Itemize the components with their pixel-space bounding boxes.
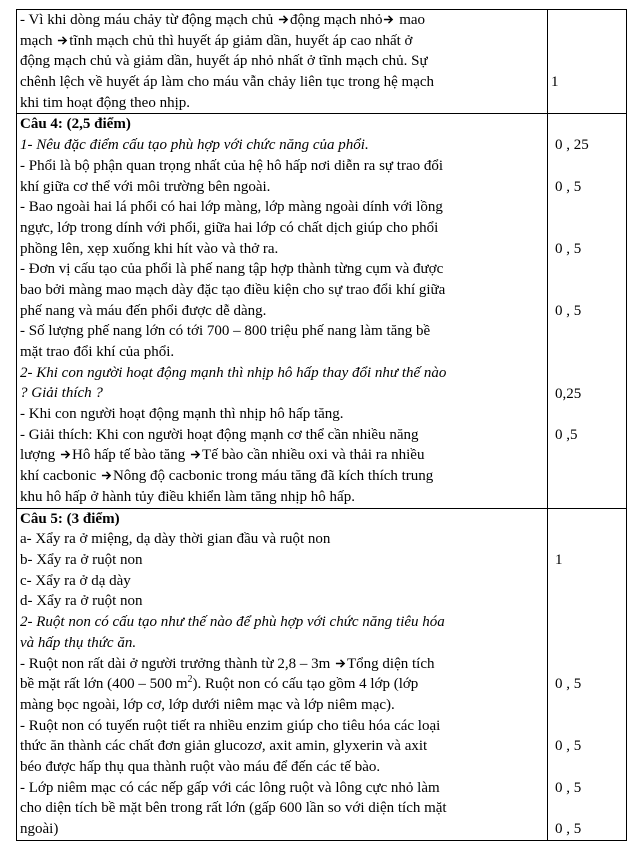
- score-column: [551, 114, 623, 507]
- question-title: Câu 4: (2,5 điểm): [20, 116, 131, 133]
- table-row: [17, 508, 627, 840]
- sub-question: 2- Khi con người hoạt động mạnh thì nhịp hô hấp thay đổi như thế nào: [20, 364, 447, 381]
- arrow-right-icon: [278, 14, 289, 25]
- score-value: 0 ,5: [555, 426, 578, 443]
- arrow-right-icon: [190, 449, 201, 460]
- score-value: 0 , 25: [555, 137, 589, 154]
- sub-question: 1- Nêu đặc điểm cấu tạo phù hợp với chức năng của phổi.: [20, 137, 369, 154]
- text-line: d- Xẩy ra ở ruột non: [20, 593, 143, 610]
- text-line: thức ăn thành các chất đơn giản glucozơ, axit amin, glyxerin và axit: [20, 738, 428, 755]
- text-line: mạch tĩnh mạch chủ thì huyết áp giảm dần, huyết áp cao nhất ở: [20, 32, 413, 49]
- score-value: 0,25: [555, 385, 582, 402]
- text-line: - Bao ngoài hai lá phổi có hai lớp màng, lớp màng ngoài dính với lồng: [20, 199, 443, 216]
- text-line: - Giải thích: Khi con người hoạt động mạnh cơ thể cần nhiều năng: [20, 426, 419, 443]
- text-line: - Vì khi dòng máu chảy từ động mạch chủ động mạch nhỏ mao: [20, 12, 426, 28]
- text-line: khi tim hoạt động theo nhịp.: [20, 94, 190, 111]
- score-value: 0 , 5: [555, 240, 582, 257]
- score-value: 1: [555, 552, 563, 569]
- text-line: bề mặt rất lớn (400 – 500 $m^2$). Ruột non có cấu tạo gồm 4 lớp (lớp: [20, 674, 419, 693]
- score-value: 0 , 5: [555, 738, 582, 755]
- text-line: - Lớp niêm mạc có các nếp gấp với các lông ruột và lông cực nhỏ làm: [20, 779, 440, 796]
- score-value: 0 , 5: [555, 821, 582, 838]
- score-value: 0 , 5: [555, 676, 582, 693]
- text-line: khí giữa cơ thể với môi trường bên ngoài.: [20, 178, 271, 195]
- text-line: phế nang và máu đến phổi được dễ dàng.: [20, 302, 267, 319]
- score-cell: [548, 508, 627, 840]
- text-line: cho diện tích bề mặt bên trong rất lớn (gấp 600 lần so với diện tích mặt: [20, 800, 447, 817]
- content-cell: [17, 114, 548, 508]
- text-line: khí cacbonic Nông độ cacbonic trong máu tăng đã kích thích trung: [20, 468, 434, 485]
- text-line: phồng lên, xẹp xuống khi hít vào và thở ra.: [20, 240, 279, 257]
- table-row: [17, 114, 627, 508]
- content-cell: [17, 508, 548, 840]
- text-line: a- Xẩy ra ở miệng, dạ dày thời gian đầu và ruột non: [20, 531, 331, 548]
- sub-question: 2- Ruột non có cấu tạo như thế nào để phù hợp với chức năng tiêu hóa: [20, 614, 445, 631]
- text-line: - Đơn vị cấu tạo của phổi là phế nang tập hợp thành từng cụm và được: [20, 261, 444, 278]
- content-cell: [17, 10, 548, 114]
- score-cell: [548, 10, 627, 114]
- text-line: c- Xẩy ra ở dạ dày: [20, 572, 131, 589]
- text-line: béo được hấp thụ qua thành ruột vào máu để đến các tế bào.: [20, 758, 381, 775]
- text-line: khu hô hấp ở hành tủy điều khiển làm tăng nhịp hô hấp.: [20, 488, 355, 505]
- text-line: - Ruột non rất dài ở người trưởng thành từ 2,8 – 3m Tổng diện tích: [20, 655, 435, 672]
- text-line: bao bởi màng mao mạch dày đặc tạo điều kiện cho sự trao đổi khí giữa: [20, 281, 446, 298]
- score-value: 0 , 5: [555, 302, 582, 319]
- text-line: - Phổi là bộ phận quan trọng nhất của hệ hô hấp nơi diễn ra sự trao đổi: [20, 157, 444, 174]
- sub-question: ? Giải thích ?: [20, 385, 103, 402]
- question-title: Câu 5: (3 điểm): [20, 510, 120, 527]
- text-line: - Số lượng phế nang lớn có tới 700 – 800 triệu phế nang làm tăng bề: [20, 323, 431, 340]
- score-column: [551, 509, 623, 840]
- text-line: ngoài): [20, 821, 59, 838]
- answer-table: [16, 9, 627, 841]
- arrow-right-icon: [335, 658, 346, 669]
- arrow-right-icon: [60, 449, 71, 460]
- text-line: ngực, lớp trong dính với phổi, giữa hai lớp có chất dịch giúp cho phổi: [20, 219, 439, 236]
- text-line: - Ruột non có tuyến ruột tiết ra nhiều enzim giúp cho tiêu hóa các loại: [20, 717, 441, 734]
- arrow-right-icon: [101, 470, 112, 481]
- arrow-right-icon: [57, 35, 68, 46]
- text-line: chênh lệch về huyết áp làm cho máu vẫn chảy liên tục trong hệ mạch: [20, 74, 435, 91]
- score-cell: [548, 114, 627, 508]
- score-value: 0 , 5: [555, 779, 582, 796]
- score-value: 1: [551, 74, 559, 91]
- question-body: [20, 529, 544, 839]
- text-line: - Khi con người hoạt động mạnh thì nhịp hô hấp tăng.: [20, 406, 344, 423]
- score-value: 0 , 5: [555, 178, 582, 195]
- text-line: b- Xẩy ra ở ruột non: [20, 552, 143, 569]
- text-line: màng bọc ngoài, lớp cơ, lớp dưới niêm mạc và lớp niêm mạc).: [20, 696, 395, 713]
- text-line: mặt trao đổi khí của phổi.: [20, 344, 175, 360]
- arrow-right-icon: [383, 14, 394, 25]
- table-row: [17, 10, 627, 114]
- text-line: động mạch chủ và giảm dần, huyết áp nhỏ nhất ở tĩnh mạch chủ. Sự: [20, 53, 428, 70]
- text-line: lượng Hô hấp tế bào tăng Tế bào cần nhiều oxi và thải ra nhiều: [20, 447, 425, 464]
- sub-question: và hấp thụ thức ăn.: [20, 634, 137, 651]
- question-body: [20, 135, 544, 507]
